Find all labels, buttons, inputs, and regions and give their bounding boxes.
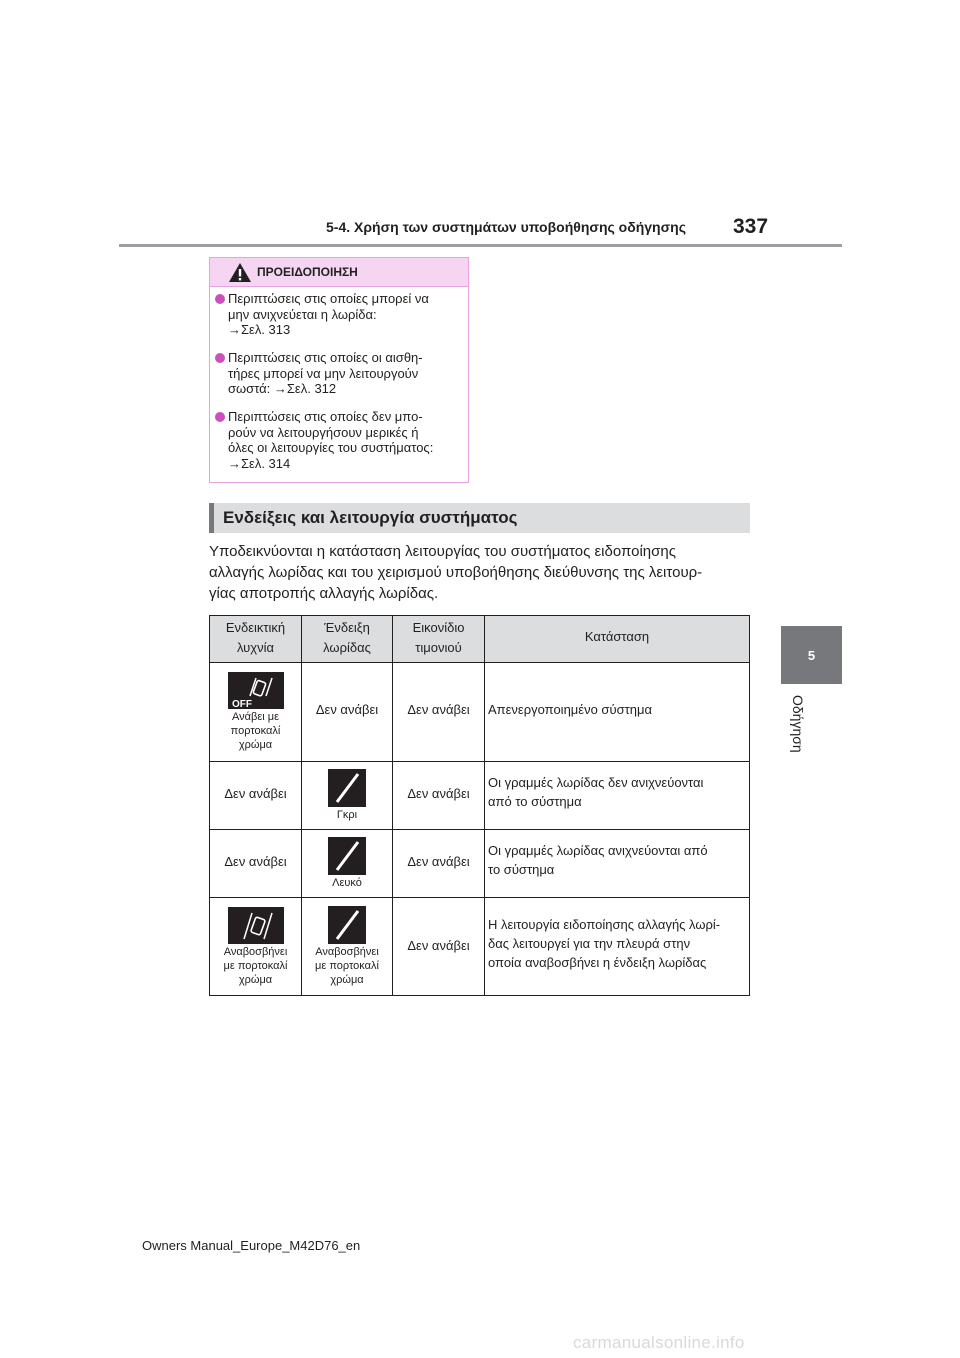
lane-line-icon xyxy=(328,906,366,944)
column-header-lane: Ένδειξη λωρίδας xyxy=(323,620,371,655)
bullet-icon xyxy=(215,294,225,304)
steering-icon-cell: Δεν ανάβει xyxy=(407,702,470,717)
column-header-indicator: Ενδεικτική λυχνία xyxy=(225,620,286,655)
header-rule xyxy=(119,244,842,247)
footer-text: Owners Manual_Europe_M42D76_en xyxy=(142,1238,361,1253)
indicator-cell: Δεν ανάβει xyxy=(224,786,287,801)
warning-title: ΠΡΟΕΙΔΟΠΟΙΗΣΗ xyxy=(257,265,358,279)
intro-line: γίας αποτροπής αλλαγής λωρίδας. xyxy=(209,585,439,602)
intro-line: Υποδεικνύονται η κατάσταση λειτουργίας του συστήματος ειδοποίησης xyxy=(209,543,676,560)
warning-line: Περιπτώσεις στις οποίες οι αισθη- xyxy=(228,350,423,365)
status-cell: Η λειτουργία ειδοποίησης αλλαγής λωρί- δας λειτουργεί για την πλευρά στην οποία αναβοσβήνει η ένδειξη λωρίδας xyxy=(488,917,721,970)
chapter-number: 5 xyxy=(807,647,816,663)
lane-line-icon xyxy=(328,837,366,875)
section-title: 5-4. Χρήση των συστημάτων υποβοήθησης οδήγησης xyxy=(326,219,687,235)
warning-line: όλες οι λειτουργίες του συστήματος: xyxy=(228,440,434,455)
warning-header xyxy=(210,258,468,287)
warning-line: Περιπτώσεις στις οποίες μπορεί να xyxy=(228,291,429,306)
lane-caption: Γκρι xyxy=(336,809,358,821)
chapter-tab[interactable] xyxy=(781,626,842,684)
chapter-label: Οδήγηση xyxy=(790,695,806,753)
lane-assist-off-icon xyxy=(228,672,284,709)
steering-icon-cell: Δεν ανάβει xyxy=(407,786,470,801)
page-reference[interactable]: →Σελ. 314 xyxy=(228,455,291,471)
status-cell: Απενεργοποιημένο σύστημα xyxy=(488,702,652,717)
indicator-cell: Δεν ανάβει xyxy=(224,854,287,869)
section-accent xyxy=(209,503,214,533)
page-number: 337 xyxy=(733,215,769,238)
steering-icon-cell: Δεν ανάβει xyxy=(407,938,470,953)
lane-display-cell: Δεν ανάβει xyxy=(315,702,379,717)
watermark: carmanualsonline.info xyxy=(573,1333,745,1352)
warning-line: μην ανιχνεύεται η λωρίδα: xyxy=(228,306,377,322)
warning-line: ρούν να λειτουργήσουν μερικές ή xyxy=(228,424,419,440)
warning-line: Περιπτώσεις στις οποίες δεν μπο- xyxy=(228,409,423,424)
steering-icon-cell: Δεν ανάβει xyxy=(407,854,470,869)
intro-paragraph xyxy=(209,541,754,604)
lane-line-icon xyxy=(328,769,366,807)
warning-box xyxy=(209,257,469,483)
lane-assist-icon xyxy=(228,907,284,944)
lane-caption: Λευκό xyxy=(332,877,362,889)
page-reference[interactable]: σωστά: →Σελ. 312 xyxy=(228,381,337,396)
warning-triangle-icon xyxy=(228,262,252,283)
indicator-caption: Αναβοσβήνει με πορτοκαλί χρώμα xyxy=(223,946,288,986)
svg-text:OFF: OFF xyxy=(232,699,252,709)
bullet-icon xyxy=(215,412,225,422)
section-header xyxy=(209,503,750,533)
indicator-table xyxy=(209,615,750,996)
intro-line: αλλαγής λωρίδας και του χειρισμού υποβοήθησης διεύθυνσης της λειτουρ- xyxy=(209,564,703,581)
status-cell: Οι γραμμές λωρίδας ανιχνεύονται από το σύστημα xyxy=(488,843,708,877)
status-cell: Οι γραμμές λωρίδας δεν ανιχνεύονται από το σύστημα xyxy=(488,775,704,809)
bullet-icon xyxy=(215,353,225,363)
section-heading: Ενδείξεις και λειτουργία συστήματος xyxy=(223,508,518,527)
lane-caption: Αναβοσβήνει με πορτοκαλί χρώμα xyxy=(315,946,379,986)
page-reference[interactable]: →Σελ. 313 xyxy=(228,322,291,337)
indicator-caption: Ανάβει με πορτοκαλί χρώμα xyxy=(230,711,281,751)
warning-line: τήρες μπορεί να μην λειτουργούν xyxy=(228,365,419,381)
column-header-steering: Εικονίδιο τιμονιού xyxy=(412,620,465,655)
column-header-status: Κατάσταση xyxy=(584,629,650,644)
